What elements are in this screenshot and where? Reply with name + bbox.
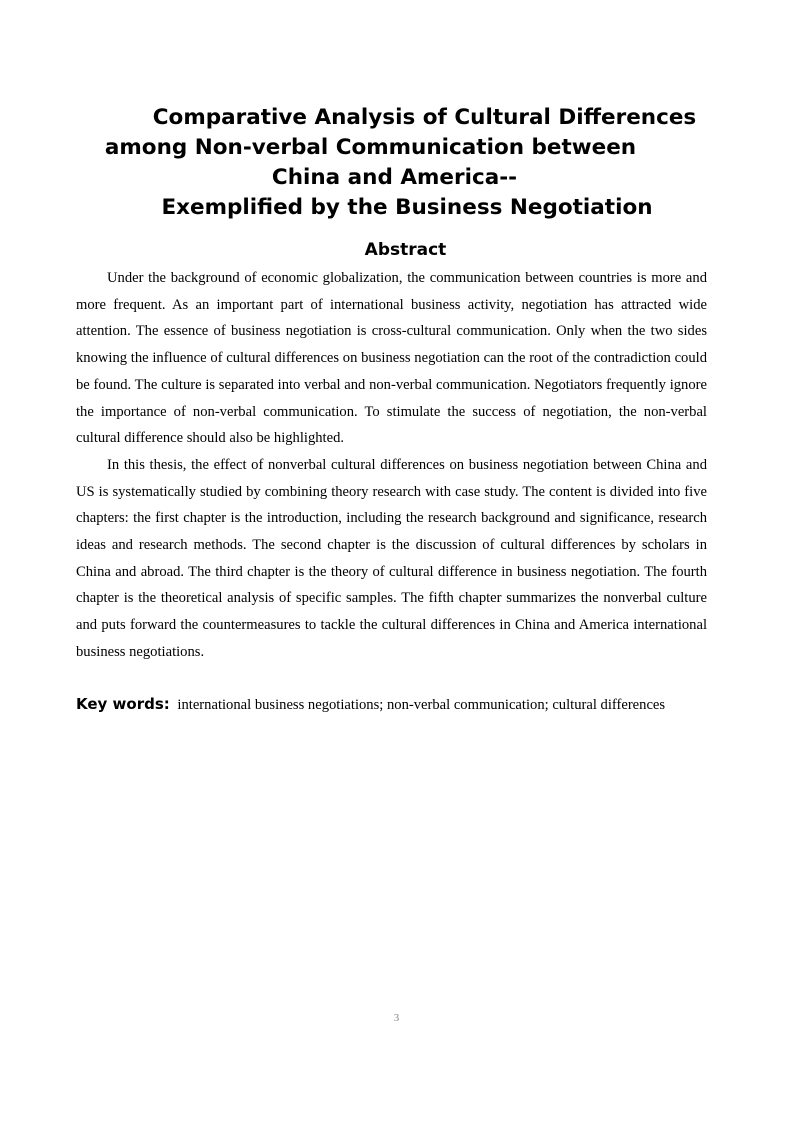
abstract-heading: Abstract — [364, 240, 447, 260]
keywords — [76, 692, 716, 717]
abstract-body — [76, 265, 707, 666]
abstract-paragraph-1: Under the background of economic globalization, the communication between countries is more and more frequent. As an important part of international business activity, negotiation has attracted wide attention. The essence of business negotiation is cross-cultural communication. Only when the two sides knowing the influence of cultural differences on business negotiation can the root of the contradiction could be found. The culture is separated into verbal and non-verbal communication. Negotiators frequently ignore the importance of non-verbal communication. To stimulate the success of negotiation, the non-verbal cultural difference should also be highlighted. — [76, 270, 707, 447]
title-line-2: among Non-verbal Communication between — [104, 135, 637, 160]
thesis-title — [60, 103, 733, 223]
title-line-1: Comparative Analysis of Cultural Differences — [152, 105, 697, 130]
keywords-text: international business negotiations; non-verbal communication; cultural differences — [177, 697, 666, 713]
page-number: 3 — [393, 1012, 400, 1024]
abstract-paragraph-2: In this thesis, the effect of nonverbal cultural differences on business negotiation between China and US is systematically studied by combining theory research with case study. The content is divided into five chapters: the first chapter is the introduction, including the research background and significance, research ideas and research methods. The second chapter is the discussion of cultural differences by scholars in China and abroad. The third chapter is the theory of cultural difference in business negotiation. The fourth chapter is the theoretical analysis of specific samples. The fifth chapter summarizes the nonverbal culture and puts forward the countermeasures to tackle the cultural differences in China and America international business negotiations. — [76, 456, 707, 660]
keywords-label: Key words: — [76, 695, 170, 713]
title-line-3: China and America-- — [271, 165, 518, 190]
title-line-4: Exemplified by the Business Negotiation — [161, 195, 653, 220]
